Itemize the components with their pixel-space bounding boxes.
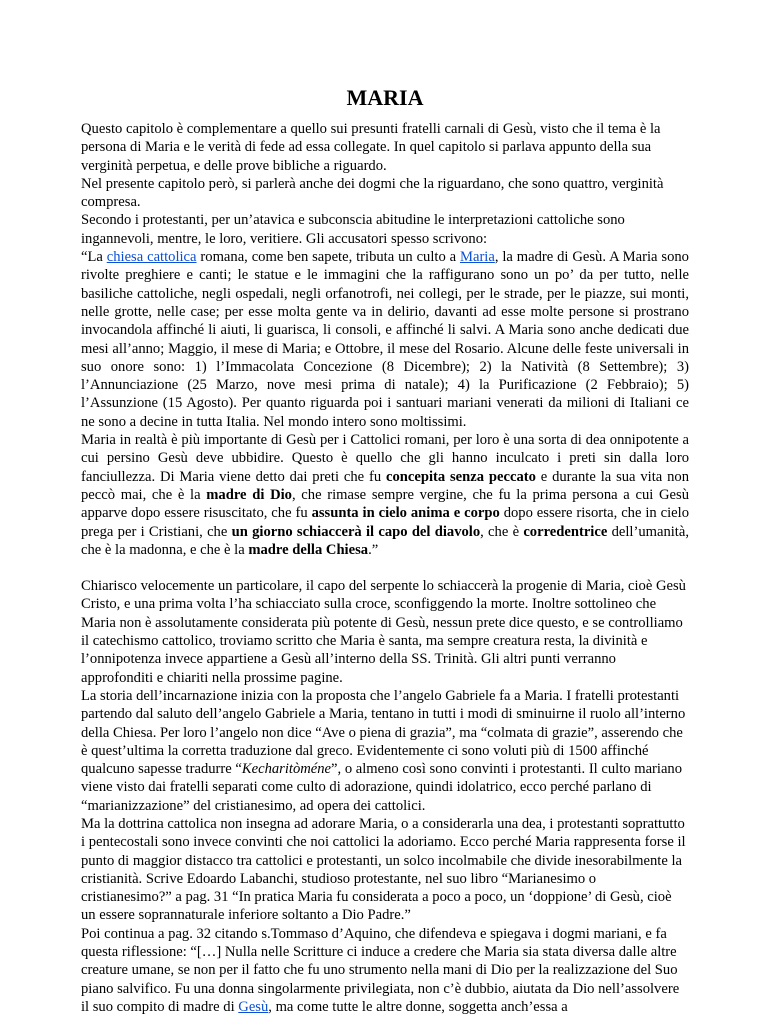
body-paragraph-4: Poi continua a pag. 32 citando s.Tommaso d’Aquino, che difendeva e spiegava i dogmi mariani, e fa questa riflessione: “[…] Nulla nelle Scritture ci induce a credere che Maria sia stata diversa dalle altre creature umane, se non per il fatto che fu uno strumento nella mani di Dio per la realizzazione del Suo piano salvifico. Fu una donna singolarmente privilegiata, non c’è dubbio, aiutata da Dio nell’assolvere il suo compito di madre di Gesù, ma come tutte le altre donne, soggetta anch’essa a: [81, 925, 680, 1015]
bold-madre-di-dio: madre di Dio: [206, 486, 292, 503]
quote-paragraph-1: “La chiesa cattolica romana, come ben sapete, tributa un culto a Maria, la madre di Gesù. A Maria sono rivolte preghiere e canti; le statue e le immagini che la raffigurano sono un po’ da per tutto, nelle basiliche cattoliche, negli ospedali, negli orfanotrofi, nei collegi, per le strade, per le piazze, sui monti, nelle grotte, nelle case; per esse molta gente va in delirio, davanti ad esse molte persone si prostrano invocandola affinché li aiuti, li guarisca, li consoli, e affinché li salvi. A Maria sono anche dedicati due mesi all’anno; Maggio, il mese di Maria; e Ottobre, il mese del Rosario. Alcune delle feste universali in suo onore sono: 1) l’Immacolata Concezione (8 Dicembre); 2) la Natività (8 Settembre); 3) l’Annunciazione (25 Marzo, nove mesi prima di natale); 4) la Purificazione (2 Febbraio); 5) l’Assunzione (15 Agosto). Per quanto riguarda poi i santuari mariani venerati da milioni di Italiani ce ne sono a decine in tutta Italia. Nel mondo intero sono moltissimi.: [81, 249, 689, 430]
bold-madre-della-chiesa: madre della Chiesa: [248, 541, 369, 558]
link-chiesa-cattolica[interactable]: chiesa cattolica: [106, 249, 197, 266]
body-paragraph-3: Ma la dottrina cattolica non insegna ad adorare Maria, o a considerarla una dea, i protestanti soprattutto i pentecostali sono invece convinti che noi cattolici la adoriamo. Ecco perché Maria rappresenta forse il punto di maggior distacco tra cattolici e protestanti, un solco incolmabile che divide inesorabilmente la cristianità. Scrive Edoardo Labanchi, studioso protestante, nel suo libro “Marianesimo o cristianesimo?” a pag. 31 “In pratica Maria fu considerata a poco a poco, un ‘doppione’ di Gesù, cioè un essere soprannaturale inferiore soltanto a Dio Padre.”: [81, 815, 686, 924]
page-title: MARIA: [346, 85, 424, 110]
intro-paragraph-2: Nel presente capitolo però, si parlerà anche dei dogmi che la riguardano, che sono quattro, verginità compresa.: [81, 175, 664, 211]
intro-paragraph-3: Secondo i protestanti, per un’atavica e subconscia abitudine le interpretazioni cattoliche sono ingannevoli, mentre, le loro, veritiere. Gli accusatori spesso scrivono:: [81, 212, 625, 247]
body-paragraph-2: La storia dell’incarnazione inizia con la proposta che l’angelo Gabriele fa a Maria. I fratelli protestanti partendo dal saluto dell’angelo Gabriele a Maria, tentano in tutti i modi di sminuirne il ruolo all’interno della Chiesa. Per loro l’angelo non dice “Ave o piena di grazia”, ma “colmata di grazie”, asserendo che è quest’ultima la corretta traduzione dal greco. Evidentemente ci sono voluti più di 1500 affinché qualcuno sapesse tradurre “Kecharitòméne”, o almeno così sono convinti i protestanti. Il culto mariano viene visto dai fratelli separati come culto di adorazione, quindi idolatrico, ecco perché parlano di “marianizzazione” del cristianesimo, ad opera dei cattolici.: [81, 687, 686, 814]
quote-paragraph-2: Maria in realtà è più importante di Gesù per i Cattolici romani, per loro è una sorta di dea onnipotente a cui persino Gesù deve ubbidire. Questo è quello che gli hanno inculcato i preti sin dalla loro fanciullezza. Di Maria viene detto dai preti che fu concepita senza peccato e durante la sua vita non peccò mai, che è la madre di Dio, che rimase sempre vergine, che fu la prima persona a cui Gesù apparve dopo essere risuscitato, che fu assunta in cielo anima e corpo dopo essere risorta, che in cielo prega per i Cristiani, che un giorno schiaccerà il capo del diavolo, che è corredentrice dell’umanità, che è la madonna, e che è la madre della Chiesa.”: [81, 432, 689, 558]
link-maria[interactable]: Maria: [459, 249, 495, 266]
document-page: [81, 0, 689, 1016]
bold-schiaccera: un giorno schiaccerà il capo del diavolo: [231, 523, 481, 540]
body-paragraph-1: Chiarisco velocemente un particolare, il capo del serpente lo schiaccerà la progenie di Maria, cioè Gesù Cristo, e una prima volta l’ha schiacciato sulla croce, sconfiggendo la morte. Inoltre sottolineo che Maria non è assolutamente considerata più potente di Gesù, nessun prete dice questo, e se controlliamo il catechismo cattolico, troviamo scritto che Maria è santa, ma sempre creatura resta, la divinità e l’onnipotenza invece appartiene a Gesù all’interno della SS. Trinità. Gli altri punti verranno approfonditi e chiariti nella prossime pagine.: [81, 578, 686, 686]
link-gesu[interactable]: Gesù: [238, 998, 269, 1015]
intro-paragraph-1: Questo capitolo è complementare a quello sui presunti fratelli carnali di Gesù, visto che il tema è la persona di Maria e le verità di fede ad essa collegate. In quel capitolo si parlava appunto della sua verginità perpetua, e delle prove bibliche a riguardo.: [81, 121, 661, 174]
bold-assunta: assunta in cielo anima e corpo: [311, 505, 500, 522]
bold-concepita: concepita senza peccato: [385, 468, 536, 485]
italic-kecharitomene: Kecharitòméne: [241, 761, 332, 778]
bold-corredentrice: corredentrice: [523, 523, 608, 540]
